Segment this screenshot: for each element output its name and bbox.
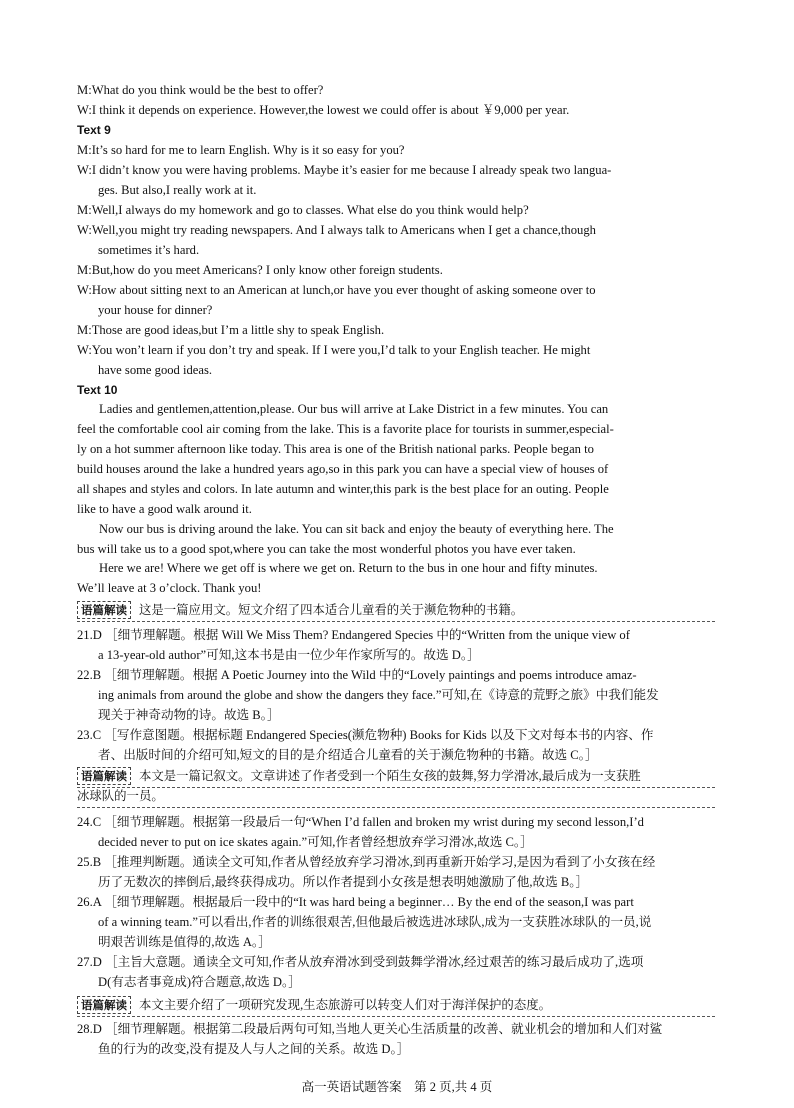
text-line: 25.B ［推理判断题。通读全文可知,作者从曾经放弃学习滑冰,到再重新开始学习,是因为看到了小女孩在经 <box>77 855 656 869</box>
text-line: M:Well,I always do my homework and go to classes. What else do you think would help? <box>77 203 529 217</box>
page-footer: 高一英语试题答案 第 2 页,共 4 页 <box>301 1080 493 1094</box>
text-line: sometimes it’s hard. <box>98 243 200 257</box>
text-line: decided never to put on ice skates again.”可知,作者曾经想放弃学习滑冰,故选 C。］ <box>98 835 533 849</box>
passage-summary-label: 语篇解读 <box>77 996 131 1014</box>
text-line: build houses around the lake a hundred years ago,so in this park you can have a special view of houses of <box>77 462 609 476</box>
text-line: W:How about sitting next to an American at lunch,or have you ever thought of asking someone over to <box>77 283 596 297</box>
passage-summary-continued: 冰球队的一员。 <box>77 787 715 808</box>
section-heading: Text 10 <box>77 383 118 397</box>
text-line: 现关于神奇动物的诗。故选 B。］ <box>98 708 280 722</box>
text-line: W:You won’t learn if you don’t try and speak. If I were you,I’d talk to your English teacher. He might <box>77 343 591 357</box>
text-line: M:It’s so hard for me to learn English. Why is it so easy for you? <box>77 143 405 157</box>
text-line: ly on a hot summer afternoon like today. This area is one of the British national parks. People began to <box>77 442 594 456</box>
passage-summary-text: 本文是一篇记叙文。文章讲述了作者受到一个陌生女孩的鼓舞,努力学滑冰,最后成为一支获胜 <box>139 769 641 783</box>
passage-summary <box>77 601 715 622</box>
text-line: 22.B ［细节理解题。根据 A Poetic Journey into the Wild 中的“Lovely paintings and poems introduce amaz- <box>77 668 637 682</box>
text-line: 鱼的行为的改变,没有提及人与人之间的关系。故选 D。］ <box>98 1042 410 1056</box>
text-line: We’ll leave at 3 o’clock. Thank you! <box>77 581 262 595</box>
text-line: M:What do you think would be the best to offer? <box>77 83 324 97</box>
text-line: W:I didn’t know you were having problems. Maybe it’s easier for me because I already speak two langua- <box>77 163 612 177</box>
text-line: 者、出版时间的介绍可知,短文的目的是介绍适合儿童看的关于濒危物种的书籍。故选 C。］ <box>98 748 598 762</box>
text-line: Now our bus is driving around the lake. You can sit back and enjoy the beauty of everything here. The <box>99 522 614 536</box>
text-line: 28.D ［细节理解题。根据第二段最后两句可知,当地人更关心生活质量的改善、就业机会的增加和人们对鲨 <box>77 1022 663 1036</box>
text-line: of a winning team.”可以看出,作者的训练很艰苦,但他最后被选进冰球队,成为一支获胜冰球队的一员,说 <box>98 915 652 929</box>
text-line: W:Well,you might try reading newspapers. And I always talk to Americans when I get a chance,though <box>77 223 596 237</box>
text-line: 26.A ［细节理解题。根据最后一段中的“It was hard being a beginner… By the end of the season,I was part <box>77 895 634 909</box>
text-line: W:I think it depends on experience. However,the lowest we could offer is about ￥9,000 per year. <box>77 103 570 117</box>
text-line: M:Those are good ideas,but I’m a little shy to speak English. <box>77 323 385 337</box>
text-line: ges. But also,I really work at it. <box>98 183 257 197</box>
text-line: your house for dinner? <box>98 303 213 317</box>
text-line: ing animals from around the globe and show the dangers they face.”可知,在《诗意的荒野之旅》中我们能发 <box>98 688 659 702</box>
passage-summary <box>77 996 715 1017</box>
text-line: Here we are! Where we get off is where we get on. Return to the bus in one hour and fifty minutes. <box>99 561 598 575</box>
passage-summary-label: 语篇解读 <box>77 601 131 619</box>
text-line: M:But,how do you meet Americans? I only know other foreign students. <box>77 263 443 277</box>
text-line: like to have a good walk around it. <box>77 502 252 516</box>
text-line: Ladies and gentlemen,attention,please. Our bus will arrive at Lake District in a few minutes. You can <box>99 402 609 416</box>
text-line: 24.C ［细节理解题。根据第一段最后一句“When I’d fallen and broken my wrist during my second lesson,I’d <box>77 815 644 829</box>
text-line: have some good ideas. <box>98 363 213 377</box>
text-line: 历了无数次的摔倒后,最终获得成功。所以作者提到小女孩是想表明她激励了他,故选 B。］ <box>98 875 589 889</box>
text-line: D(有志者事竟成)符合题意,故选 D。］ <box>98 975 301 989</box>
section-heading: Text 9 <box>77 123 111 137</box>
passage-summary-text: 本文主要介绍了一项研究发现,生态旅游可以转变人们对于海洋保护的态度。 <box>139 998 551 1012</box>
text-line: all shapes and styles and colors. In late autumn and winter,this park is the best place for an outing. People <box>77 482 609 496</box>
text-line: 23.C ［写作意图题。根据标题 Endangered Species(濒危物种) Books for Kids 以及下文对每本书的内容、作 <box>77 728 654 742</box>
text-line: 27.D ［主旨大意题。通读全文可知,作者从放弃滑冰到受到鼓舞学滑冰,经过艰苦的练习最后成功了,选项 <box>77 955 644 969</box>
text-line: 21.D ［细节理解题。根据 Will We Miss Them? Endangered Species 中的“Written from the unique view of <box>77 628 630 642</box>
text-line: feel the comfortable cool air coming from the lake. This is a favorite place for tourists in summer,especial- <box>77 422 614 436</box>
passage-summary-label: 语篇解读 <box>77 767 131 785</box>
passage-summary-text: 这是一篇应用文。短文介绍了四本适合儿童看的关于濒危物种的书籍。 <box>139 603 524 617</box>
text-line: 明艰苦训练是值得的,故选 A。］ <box>98 935 271 949</box>
text-line: bus will take us to a good spot,where you can take the most wonderful photos you have ever taken. <box>77 542 576 556</box>
passage-summary <box>77 767 715 788</box>
text-line: a 13-year-old author”可知,这本书是由一位少年作家所写的。故选 D。］ <box>98 648 480 662</box>
